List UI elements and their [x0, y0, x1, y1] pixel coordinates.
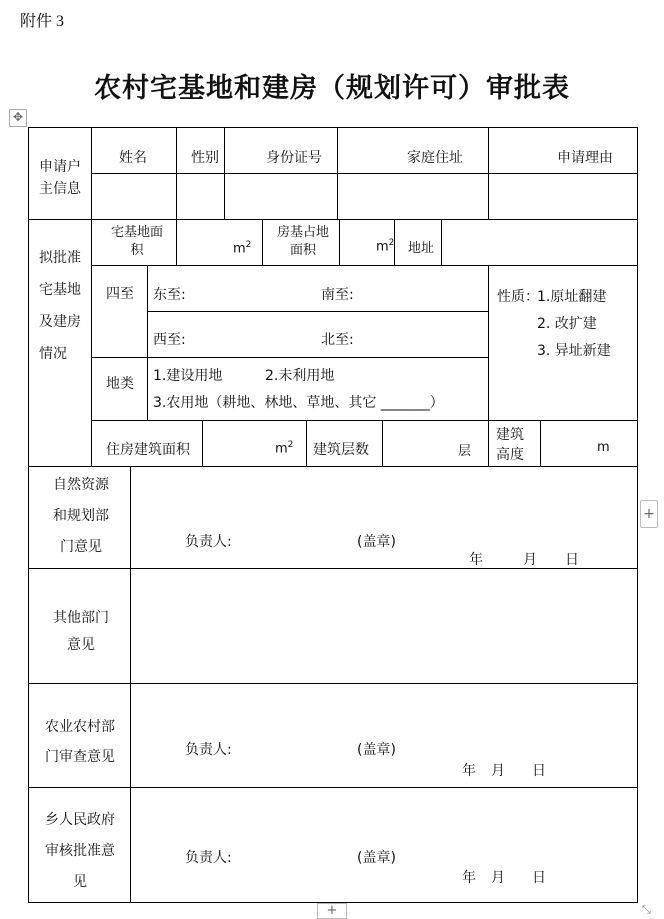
south-boundary-label: 南至:: [321, 287, 354, 303]
grid-line: [176, 219, 177, 265]
grid-line: [382, 420, 383, 466]
address-header: 家庭住址: [407, 150, 463, 166]
agriculture-opinion-label: 农业农村部门审查意见: [45, 719, 115, 765]
grid-line: [306, 420, 307, 466]
gender-header: 性别: [191, 150, 219, 166]
land-type-option-2: 2.未利用地: [265, 368, 335, 384]
location-label: 地址: [408, 241, 435, 256]
north-boundary-label: 北至:: [321, 332, 354, 348]
id-number-header: 身份证号: [266, 150, 322, 166]
table-border-left: [28, 127, 29, 903]
east-boundary-label: 东至:: [153, 287, 186, 303]
township-seal-label: (盖章): [357, 850, 396, 866]
floors-label: 建筑层数: [313, 442, 369, 458]
resources-opinion-label: 自然资源和规划部门意见: [53, 477, 109, 555]
resources-month: 月: [523, 552, 537, 568]
floor-area-unit: $m^2$: [275, 440, 294, 457]
grid-line: [339, 219, 340, 265]
grid-line: [91, 357, 488, 358]
grid-line: [147, 311, 488, 312]
resources-seal-label: (盖章): [357, 534, 396, 550]
resources-responsible-label: 负责人:: [185, 534, 232, 550]
resize-handle-icon[interactable]: ⤡: [642, 903, 651, 916]
footprint-area-label: 房基占地面积: [276, 225, 329, 258]
land-type-label: 地类: [106, 376, 134, 392]
table-border-right: [637, 127, 638, 903]
grid-line: [147, 265, 148, 420]
land-type-option-3: 3.农用地（耕地、林地、草地、其它 _______）: [153, 395, 444, 411]
form-title: 农村宅基地和建房（规划许可）审批表: [94, 73, 570, 104]
township-year: 年: [462, 870, 476, 886]
grid-line: [488, 265, 489, 420]
nature-title: 性质：: [497, 289, 539, 305]
land-type-option-1: 1.建设用地: [153, 368, 223, 384]
agriculture-seal-label: (盖章): [357, 742, 396, 758]
township-opinion-label: 乡人民政府审核批准意见: [45, 812, 115, 890]
height-unit: m: [597, 440, 610, 455]
township-responsible-label: 负责人:: [185, 850, 232, 866]
nature-option-1: 1.原址翻建: [537, 289, 607, 305]
id-number-value-cell[interactable]: [225, 174, 337, 219]
proposed-section-label: 拟批准宅基地及建房情况: [39, 250, 81, 362]
grid-line: [202, 420, 203, 466]
floor-area-label: 住房建筑面积: [106, 442, 190, 458]
homestead-area-label: 宅基地面积: [110, 225, 163, 258]
boundaries-label: 四至: [106, 286, 134, 302]
grid-line: [28, 466, 638, 467]
other-opinion-cell[interactable]: [131, 569, 637, 683]
grid-line: [28, 787, 638, 788]
township-day: 日: [532, 870, 546, 886]
height-label: 建筑高度: [496, 427, 524, 463]
resources-day: 日: [565, 552, 579, 568]
grid-line: [91, 265, 638, 266]
table-border-top: [28, 127, 638, 128]
address-value-cell[interactable]: [338, 174, 488, 219]
agriculture-year: 年: [462, 763, 476, 779]
agriculture-responsible-label: 负责人:: [185, 742, 232, 758]
name-value-cell[interactable]: [92, 174, 176, 219]
applicant-section-label: 申请户主信息: [39, 159, 81, 197]
add-column-icon[interactable]: +: [640, 500, 658, 528]
reason-header: 申请理由: [557, 150, 613, 166]
west-boundary-label: 西至:: [153, 332, 186, 348]
agriculture-day: 日: [532, 763, 546, 779]
grid-line: [91, 420, 638, 421]
table-move-icon[interactable]: ✥: [9, 109, 27, 127]
township-month: 月: [491, 870, 505, 886]
floors-unit: 层: [458, 444, 472, 459]
reason-value-cell[interactable]: [489, 174, 637, 219]
other-opinion-label: 其他部门意见: [53, 610, 109, 653]
nature-option-2: 2. 改扩建: [537, 316, 597, 332]
agriculture-month: 月: [491, 763, 505, 779]
attachment-label: 附件 3: [20, 13, 65, 30]
grid-line: [262, 219, 263, 265]
grid-line: [540, 420, 541, 466]
add-row-icon[interactable]: +: [317, 903, 347, 919]
nature-option-3: 3. 异址新建: [537, 343, 611, 359]
grid-line: [28, 219, 638, 220]
grid-line: [441, 219, 442, 265]
homestead-area-unit: $m^2$: [233, 240, 252, 257]
grid-line: [28, 683, 638, 684]
gender-value-cell[interactable]: [177, 174, 224, 219]
grid-line: [488, 420, 489, 466]
resources-year: 年: [469, 552, 483, 568]
name-header: 姓名: [119, 150, 147, 166]
footprint-area-unit: $m^2$: [376, 238, 395, 255]
grid-line: [130, 466, 131, 902]
